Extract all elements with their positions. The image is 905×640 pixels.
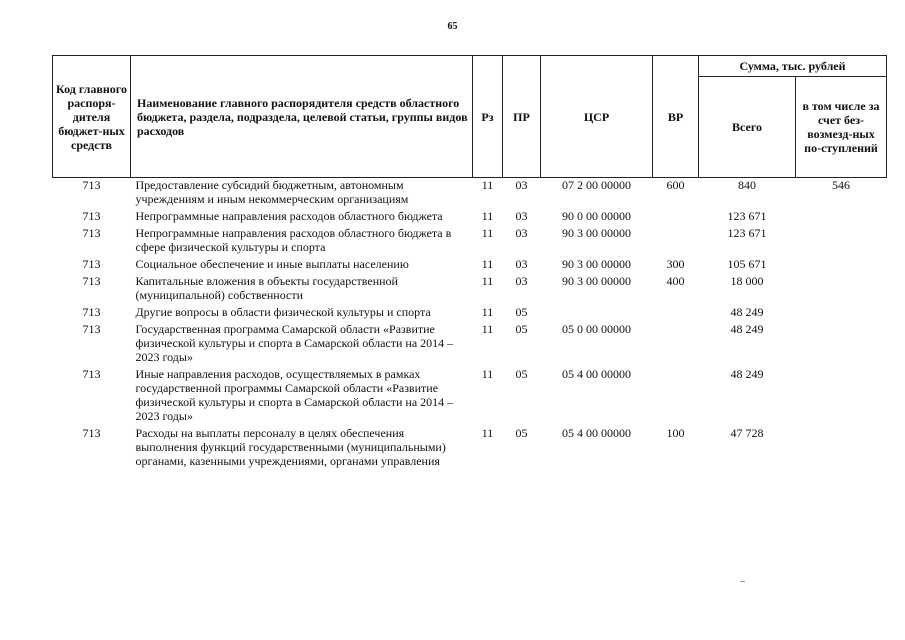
cell-csr: 07 2 00 00000 [562, 178, 631, 192]
header-total: Всего [699, 77, 796, 178]
cell-code: 713 [82, 274, 101, 288]
cell-total: 105 671 [727, 257, 767, 271]
cell-code: 713 [82, 209, 101, 223]
cell-code: 713 [82, 426, 101, 440]
cell-total: 18 000 [730, 274, 764, 288]
cell-total: 48 249 [730, 367, 764, 381]
table-row [53, 322, 887, 367]
cell-gratuitous [796, 322, 887, 367]
cell-csr: 05 4 00 00000 [562, 367, 631, 381]
cell-rz: 11 [481, 274, 494, 288]
cell-total: 48 249 [730, 322, 764, 336]
cell-vr [653, 367, 699, 426]
header-pr: ПР [503, 56, 541, 178]
cell-gratuitous: 546 [832, 178, 850, 192]
header-csr: ЦСР [541, 56, 653, 178]
header-vr: ВР [653, 56, 699, 178]
cell-vr [653, 305, 699, 322]
scan-mark [740, 581, 745, 582]
cell-pr: 03 [515, 178, 528, 192]
table-row [53, 209, 887, 226]
cell-csr: 90 3 00 00000 [562, 226, 631, 240]
cell-csr: 90 0 00 00000 [562, 209, 631, 223]
cell-csr: 90 3 00 00000 [562, 257, 631, 271]
cell-csr: 90 3 00 00000 [562, 274, 631, 288]
cell-gratuitous [796, 367, 887, 426]
cell-pr: 05 [515, 426, 528, 440]
cell-vr: 400 [666, 274, 685, 288]
cell-total: 123 671 [727, 209, 767, 223]
page-number: 65 [447, 21, 458, 32]
header-rz: Рз [473, 56, 503, 178]
cell-rz: 11 [481, 426, 494, 440]
table-row [53, 274, 887, 305]
cell-code: 713 [82, 178, 101, 192]
cell-name: Социальное обеспечение и иные выплаты населению [135, 257, 409, 271]
cell-pr: 03 [515, 257, 528, 271]
cell-name: Капитальные вложения в объекты государственной (муниципальной) собственности [135, 274, 398, 302]
cell-rz: 11 [481, 322, 494, 336]
cell-code: 713 [82, 305, 101, 319]
cell-code: 713 [82, 226, 101, 240]
cell-pr: 05 [515, 367, 528, 381]
cell-rz: 11 [481, 257, 494, 271]
cell-rz: 11 [481, 367, 494, 381]
cell-name: Расходы на выплаты персоналу в целях обеспечения выполнения функций государственными (муниципальными) органами, казенными учреждениями, органами управления [135, 426, 446, 468]
table-header [53, 56, 887, 178]
cell-gratuitous [796, 426, 887, 471]
header-gratuitous: в том числе за счет без-возмезд-ных по-ступлений [796, 77, 887, 178]
table-row [53, 305, 887, 322]
cell-total: 840 [738, 178, 756, 192]
cell-pr: 03 [515, 226, 528, 240]
cell-rz: 11 [481, 305, 494, 319]
cell-total: 47 728 [730, 426, 764, 440]
cell-vr [653, 322, 699, 367]
table-row [53, 367, 887, 426]
cell-pr: 03 [515, 209, 528, 223]
header-sum: Сумма, тыс. рублей [699, 56, 887, 77]
cell-pr: 05 [515, 322, 528, 336]
cell-gratuitous [796, 274, 887, 305]
budget-table [52, 55, 887, 471]
cell-rz: 11 [481, 178, 494, 192]
cell-vr: 100 [666, 426, 685, 440]
cell-name: Предоставление субсидий бюджетным, автономным учреждениям и иным некоммерческим организациям [135, 178, 409, 206]
cell-gratuitous [796, 257, 887, 274]
table-row [53, 257, 887, 274]
cell-code: 713 [82, 257, 101, 271]
cell-vr [653, 209, 699, 226]
cell-total: 48 249 [730, 305, 764, 319]
cell-pr: 03 [515, 274, 528, 288]
cell-gratuitous [796, 209, 887, 226]
cell-csr [541, 305, 653, 322]
cell-vr [653, 226, 699, 257]
cell-rz: 11 [481, 226, 494, 240]
cell-gratuitous [796, 226, 887, 257]
cell-name: Непрограммные направления расходов областного бюджета в сфере физической культуры и спорта [135, 226, 452, 254]
header-name: Наименование главного распорядителя средств областного бюджета, раздела, подраздела, целевой статьи, группы видов расходов [131, 56, 473, 178]
cell-pr: 05 [515, 305, 528, 319]
cell-csr: 05 0 00 00000 [562, 322, 631, 336]
cell-name: Непрограммные направления расходов областного бюджета [135, 209, 443, 223]
cell-name: Иные направления расходов, осуществляемых в рамках государственной программы Самарской области «Развитие физической культуры и спорта в Самарской области на 2014 – 2023 годы» [135, 367, 454, 423]
cell-code: 713 [82, 367, 101, 381]
cell-csr: 05 4 00 00000 [562, 426, 631, 440]
cell-rz: 11 [481, 209, 494, 223]
cell-gratuitous [796, 305, 887, 322]
table-row [53, 178, 887, 210]
cell-name: Государственная программа Самарской области «Развитие физической культуры и спорта в Самарской области на 2014 – 2023 годы» [135, 322, 454, 364]
cell-vr: 300 [666, 257, 685, 271]
table-row [53, 426, 887, 471]
table-body [53, 178, 887, 472]
cell-total: 123 671 [727, 226, 767, 240]
cell-name: Другие вопросы в области физической культуры и спорта [135, 305, 431, 319]
cell-code: 713 [82, 322, 101, 336]
table-row [53, 226, 887, 257]
cell-vr: 600 [666, 178, 685, 192]
header-code: Код главного распоря-дителя бюджет-ных средств [53, 56, 131, 178]
